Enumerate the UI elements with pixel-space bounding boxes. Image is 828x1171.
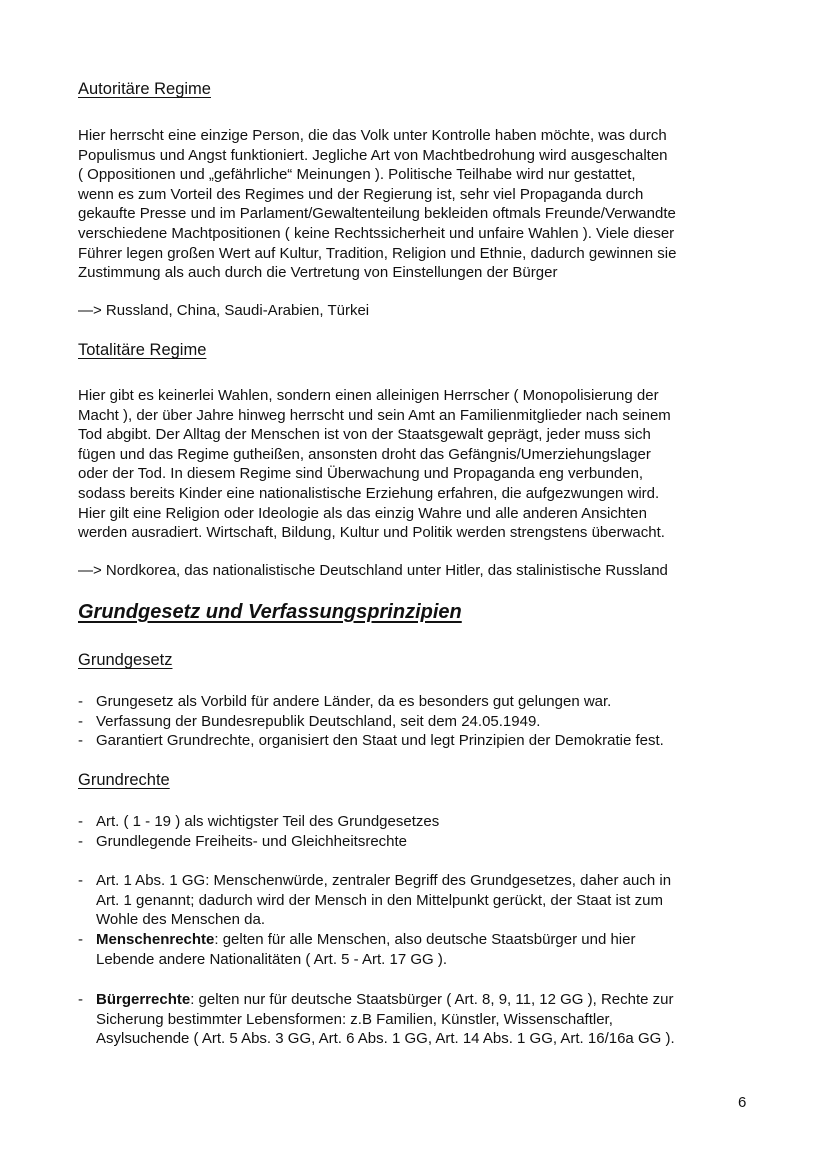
term-buergerrechte: Bürgerrechte bbox=[96, 991, 191, 1008]
list-item bbox=[78, 692, 758, 712]
dash-bullet: - bbox=[78, 832, 83, 850]
examples-totalitaere-regime: —> Nordkorea, das nationalistische Deutschland unter Hitler, das stalinistische Russland bbox=[78, 562, 668, 579]
list-item-text: Lebende andere Nationalitäten ( Art. 5 - Art. 17 GG ). bbox=[96, 950, 448, 968]
text-line: Hier gibt es keinerlei Wahlen, sondern einen alleinigen Herrscher ( Monopolisierung der bbox=[78, 387, 659, 404]
list-item-text: Grundlegende Freiheits- und Gleichheitsrechte bbox=[96, 832, 408, 850]
text-line: sodass bereits Kinder eine nationalistische Erziehung erfahren, die aufgezwungen wird. bbox=[78, 484, 660, 502]
list-item bbox=[78, 731, 758, 751]
heading-grundgesetz: Grundgesetz bbox=[78, 651, 173, 669]
text-line: wenn es zum Vorteil des Regimes und der Regierung ist, sehr viel Propaganda durch bbox=[78, 185, 644, 203]
list-item-text: Grungesetz als Vorbild für andere Länder, da es besonders gut gelungen war. bbox=[96, 693, 612, 710]
examples-autoritaere-regime: —> Russland, China, Saudi-Arabien, Türkei bbox=[78, 302, 370, 319]
list-item-text: Art. 1 genannt; dadurch wird der Mensch in den Mittelpunkt gerückt, der Staat ist zum bbox=[96, 891, 663, 909]
bullet-menschenrechte bbox=[78, 930, 758, 969]
list-item bbox=[78, 930, 758, 969]
list-item-text bbox=[96, 990, 758, 1010]
list-item bbox=[78, 832, 758, 852]
bullet-list-grundrechte bbox=[78, 812, 758, 851]
list-item bbox=[78, 712, 758, 732]
text-line: Zustimmung als auch durch die Vertretung von Einstellungen der Bürger bbox=[78, 264, 558, 282]
text-line: Hier gilt eine Religion oder Ideologie als das einzig Wahre und alle anderen Ansichten bbox=[78, 504, 647, 522]
text-line: Populismus und Angst funktioniert. Jegliche Art von Machtbedrohung wird ausgeschalten bbox=[78, 146, 668, 164]
list-item-text bbox=[96, 930, 758, 950]
text-line: Führer legen großen Wert auf Kultur, Tradition, Religion und Ethnie, dadurch gewinnen sie bbox=[78, 244, 677, 262]
text-line: fügen und das Regime gutheißen, ansonsten droht das Gefängnis/Umerziehungslager bbox=[78, 445, 651, 463]
dash-bullet: - bbox=[78, 872, 83, 889]
dash-bullet: - bbox=[78, 693, 83, 710]
paragraph-autoritaere-regime bbox=[78, 126, 758, 283]
dash-bullet: - bbox=[78, 931, 83, 948]
main-heading: Grundgesetz und Verfassungsprinzipien bbox=[78, 601, 462, 623]
bullet-art1 bbox=[78, 871, 758, 930]
bullet-list-grundgesetz bbox=[78, 692, 758, 751]
list-item-text: Art. ( 1 - 19 ) als wichtigster Teil des Grundgesetzes bbox=[96, 813, 440, 830]
text-line: werden ausradiert. Wirtschaft, Bildung, Kultur und Politik werden strengstens überwacht. bbox=[78, 524, 665, 542]
list-item bbox=[78, 812, 758, 832]
list-item-text: Asylsuchende ( Art. 5 Abs. 3 GG, Art. 6 Abs. 1 GG, Art. 14 Abs. 1 GG, Art. 16/16a GG ). bbox=[96, 1030, 675, 1048]
heading-grundrechte: Grundrechte bbox=[78, 771, 170, 789]
heading-autoritaere-regime: Autoritäre Regime bbox=[78, 80, 211, 98]
heading-totalitaere-regime: Totalitäre Regime bbox=[78, 341, 207, 359]
list-item-text: Garantiert Grundrechte, organisiert den Staat und legt Prinzipien der Demokratie fest. bbox=[96, 732, 664, 750]
text-line: ( Oppositionen und „gefährliche“ Meinungen ). Politische Teilhabe wird nur gestattet, bbox=[78, 166, 636, 184]
text-line: Hier herrscht eine einzige Person, die das Volk unter Kontrolle haben möchte, was durch bbox=[78, 127, 667, 144]
term-menschenrechte: Menschenrechte bbox=[96, 931, 215, 948]
list-item-text: Sicherung bestimmter Lebensformen: z.B Familien, Künstler, Wissenschaftler, bbox=[96, 1010, 613, 1028]
text-line: Macht ), der über Jahre hinweg herrscht und sein Amt an Familienmitglieder nach seinem bbox=[78, 406, 671, 424]
definition-text: : gelten für alle Menschen, also deutsche Staatsbürger und hier bbox=[214, 931, 636, 948]
list-item bbox=[78, 871, 758, 930]
list-item-text: Wohle des Menschen da. bbox=[96, 911, 265, 929]
dash-bullet: - bbox=[78, 813, 83, 830]
text-line: verschiedene Machtpositionen ( keine Rechtssicherheit und unfaire Wahlen ). Viele dieser bbox=[78, 224, 675, 242]
list-item-text: Verfassung der Bundesrepublik Deutschland, seit dem 24.05.1949. bbox=[96, 712, 541, 730]
paragraph-totalitaere-regime bbox=[78, 386, 758, 543]
list-item-text: Art. 1 Abs. 1 GG: Menschenwürde, zentraler Begriff des Grundgesetzes, daher auch in bbox=[96, 872, 672, 889]
text-line: gekaufte Presse und im Parlament/Gewaltenteilung bekleiden oftmals Freunde/Verwandte bbox=[78, 205, 676, 223]
list-item bbox=[78, 990, 758, 1049]
dash-bullet: - bbox=[78, 712, 83, 730]
bullet-buergerrechte bbox=[78, 990, 758, 1049]
text-line: Tod abgibt. Der Alltag der Menschen ist von der Staatsgewalt geprägt, jeder muss sich bbox=[78, 426, 651, 444]
text-line: oder der Tod. In diesem Regime sind Überwachung und Propaganda eng verbunden, bbox=[78, 465, 644, 483]
page-number: 6 bbox=[738, 1094, 747, 1111]
dash-bullet: - bbox=[78, 732, 83, 750]
definition-text: : gelten nur für deutsche Staatsbürger ( Art. 8, 9, 11, 12 GG ), Rechte zur bbox=[190, 991, 674, 1008]
dash-bullet: - bbox=[78, 991, 83, 1008]
